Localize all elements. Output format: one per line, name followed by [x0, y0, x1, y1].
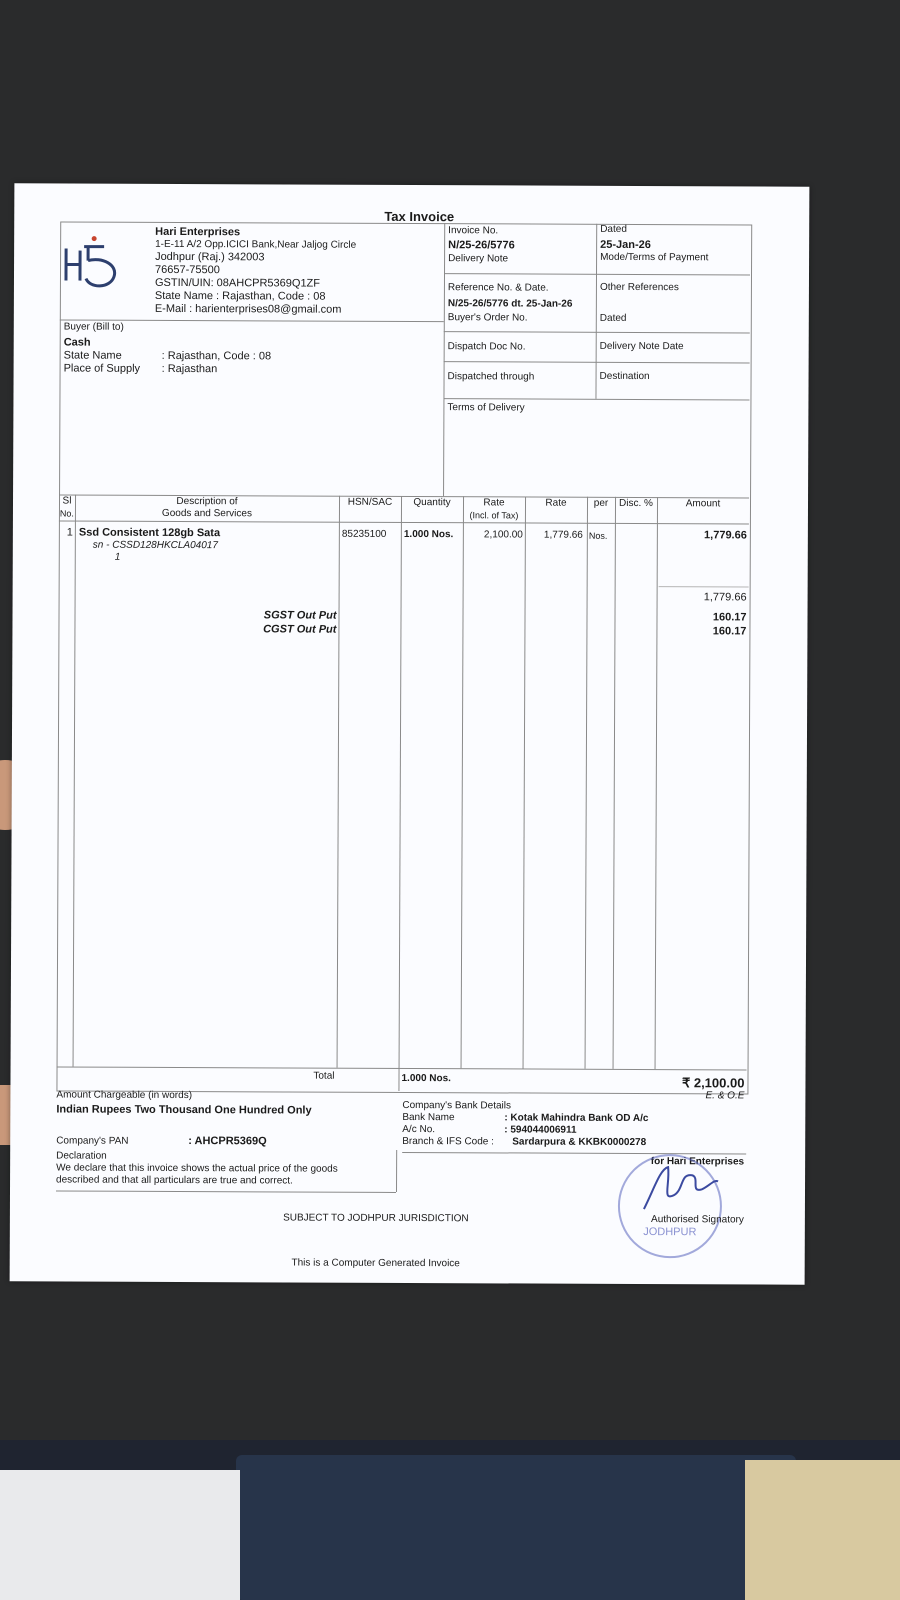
cgst-label: CGST Out Put — [263, 623, 337, 636]
col-desc-label-1: Description of — [176, 495, 238, 508]
item-per: Nos. — [588, 530, 608, 541]
invoice-no: N/25-26/5776 — [448, 239, 515, 252]
other-refs-label: Other References — [599, 281, 679, 294]
signature-box-top — [402, 1152, 746, 1155]
item-hsn: 85235100 — [341, 528, 387, 540]
delivery-note-label: Delivery Note — [448, 253, 509, 265]
buyer-name: Cash — [63, 336, 91, 349]
col-desc-label-2: Goods and Services — [161, 507, 253, 520]
col-qty-label: Quantity — [413, 497, 451, 509]
declaration-label: Declaration — [56, 1150, 107, 1162]
bank-branch-label: Branch & IFS Code : — [402, 1135, 494, 1148]
col-amount-label: Amount — [685, 498, 721, 510]
stamp-text: JODHPUR — [643, 1226, 697, 1239]
bank-branch-value: Sardarpura & KKBK0000278 — [512, 1136, 647, 1149]
item-serial: sn - CSSD128HKCLA04017 — [92, 539, 218, 552]
col-rate-incl-header — [463, 497, 525, 521]
item-rate: 1,779.66 — [543, 529, 583, 541]
item-rate-incl: 2,100.00 — [483, 529, 523, 541]
bank-acno-value: : 594044006911 — [504, 1124, 577, 1136]
buyer-state-label: State Name — [63, 349, 122, 362]
declaration-right-line — [396, 1150, 397, 1192]
eoe-text: E. & O.E — [705, 1090, 745, 1102]
bank-heading: Company's Bank Details — [402, 1099, 512, 1112]
declaration-line-1: We declare that this invoice shows the actual price of the goods — [56, 1162, 338, 1175]
col-sl-header — [59, 495, 75, 519]
for-company: for Hari Enterprises — [650, 1156, 745, 1168]
jurisdiction-text: SUBJECT TO JODHPUR JURISDICTION — [283, 1212, 469, 1225]
seller-address-2: Jodhpur (Raj.) 342003 — [155, 250, 265, 264]
terms-delivery-label: Terms of Delivery — [447, 402, 525, 414]
col-rate-incl-label-1: Rate — [483, 497, 505, 509]
bank-name-label: Bank Name — [402, 1111, 455, 1124]
col-no-label: No. — [59, 508, 74, 519]
subtotal-amount: 1,779.66 — [703, 591, 747, 604]
buyer-state-value: : Rajasthan, Code : 08 — [161, 349, 272, 363]
reference-label: Reference No. & Date. — [447, 282, 549, 294]
pan-label: Company's PAN — [56, 1135, 129, 1147]
item-qty: 1.000 Nos. — [403, 528, 454, 541]
authorised-signatory: Authorised Signatory — [651, 1214, 744, 1226]
pan-value: : AHCPR5369Q — [188, 1135, 267, 1148]
invoice-no-label: Invoice No. — [448, 225, 499, 237]
dated-value: 25-Jan-26 — [600, 238, 651, 252]
item-amount: 1,779.66 — [704, 529, 747, 542]
invoice-paper — [10, 183, 810, 1284]
mode-terms-label: Mode/Terms of Payment — [600, 251, 709, 264]
total-label: Total — [313, 1070, 335, 1082]
declaration-line-2: described and that all particulars are true and correct. — [56, 1174, 293, 1187]
total-qty: 1.000 Nos. — [401, 1072, 452, 1085]
dated-label: Dated — [600, 223, 627, 235]
total-amount: ₹ 2,100.00 — [681, 1075, 745, 1091]
item-description — [79, 527, 337, 565]
delivery-note-date-label: Delivery Note Date — [599, 340, 684, 353]
light-background — [0, 1470, 240, 1600]
destination-label: Destination — [599, 370, 650, 383]
sgst-label: SGST Out Put — [263, 609, 337, 622]
col-per-label: per — [593, 497, 609, 509]
seller-name: Hari Enterprises — [155, 225, 241, 239]
computer-generated-text: This is a Computer Generated Invoice — [291, 1257, 460, 1270]
buyer-supply-row — [64, 362, 439, 377]
buyer-heading: Buyer (Bill to) — [63, 321, 124, 333]
sgst-amount: 160.17 — [712, 611, 747, 624]
bank-branch-row — [402, 1136, 742, 1149]
invoice-title: Tax Invoice — [384, 208, 455, 225]
bank-name-value: : Kotak Mahindra Bank OD A/c — [504, 1112, 649, 1125]
col-sl-label: Sl — [62, 495, 72, 507]
item-name: Ssd Consistent 128gb Sata — [78, 526, 221, 540]
buyer-supply-value: : Rajasthan — [161, 362, 218, 376]
seller-email: E-Mail : harienterprises08@gmail.com — [154, 302, 342, 316]
amount-words: Indian Rupees Two Thousand One Hundred Only — [56, 1103, 312, 1117]
amount-words-label: Amount Chargeable (in words) — [56, 1089, 193, 1102]
fabric-background — [236, 1455, 796, 1600]
col-disc-label: Disc. % — [619, 497, 653, 510]
buyers-order-label: Buyer's Order No. — [447, 312, 528, 324]
item-sl: 1 — [66, 526, 73, 539]
bank-acno-label: A/c No. — [402, 1123, 436, 1136]
dispatch-doc-label: Dispatch Doc No. — [447, 341, 526, 353]
buyer-block — [64, 321, 439, 377]
reference-value: N/25-26/5776 dt. 25-Jan-26 — [447, 298, 573, 310]
dispatched-through-label: Dispatched through — [447, 371, 535, 383]
col-hsn-label: HSN/SAC — [347, 496, 393, 508]
wood-background — [745, 1460, 900, 1600]
seller-gstin: GSTIN/UIN: 08AHCPR5369Q1ZF — [154, 276, 321, 290]
col-rate-label: Rate — [545, 497, 567, 509]
seller-address-1: 1-E-11 A/2 Opp.ICICI Bank,Near Jaljog Circle — [155, 238, 357, 251]
dated2-label: Dated — [599, 312, 627, 324]
bank-details — [402, 1100, 742, 1149]
cgst-amount: 160.17 — [712, 625, 747, 638]
seller-phone: 76657-75500 — [154, 263, 220, 277]
declaration-bottom-line — [56, 1190, 396, 1192]
seller-block — [155, 226, 440, 317]
seller-state: State Name : Rajasthan, Code : 08 — [154, 289, 326, 303]
item-serial-qty: 1 — [114, 551, 121, 563]
invoice-document — [56, 208, 778, 1270]
company-logo — [62, 230, 128, 296]
col-desc-header — [75, 496, 339, 521]
buyer-supply-label: Place of Supply — [63, 362, 141, 375]
col-rate-incl-label-2: (Incl. of Tax) — [469, 510, 519, 521]
